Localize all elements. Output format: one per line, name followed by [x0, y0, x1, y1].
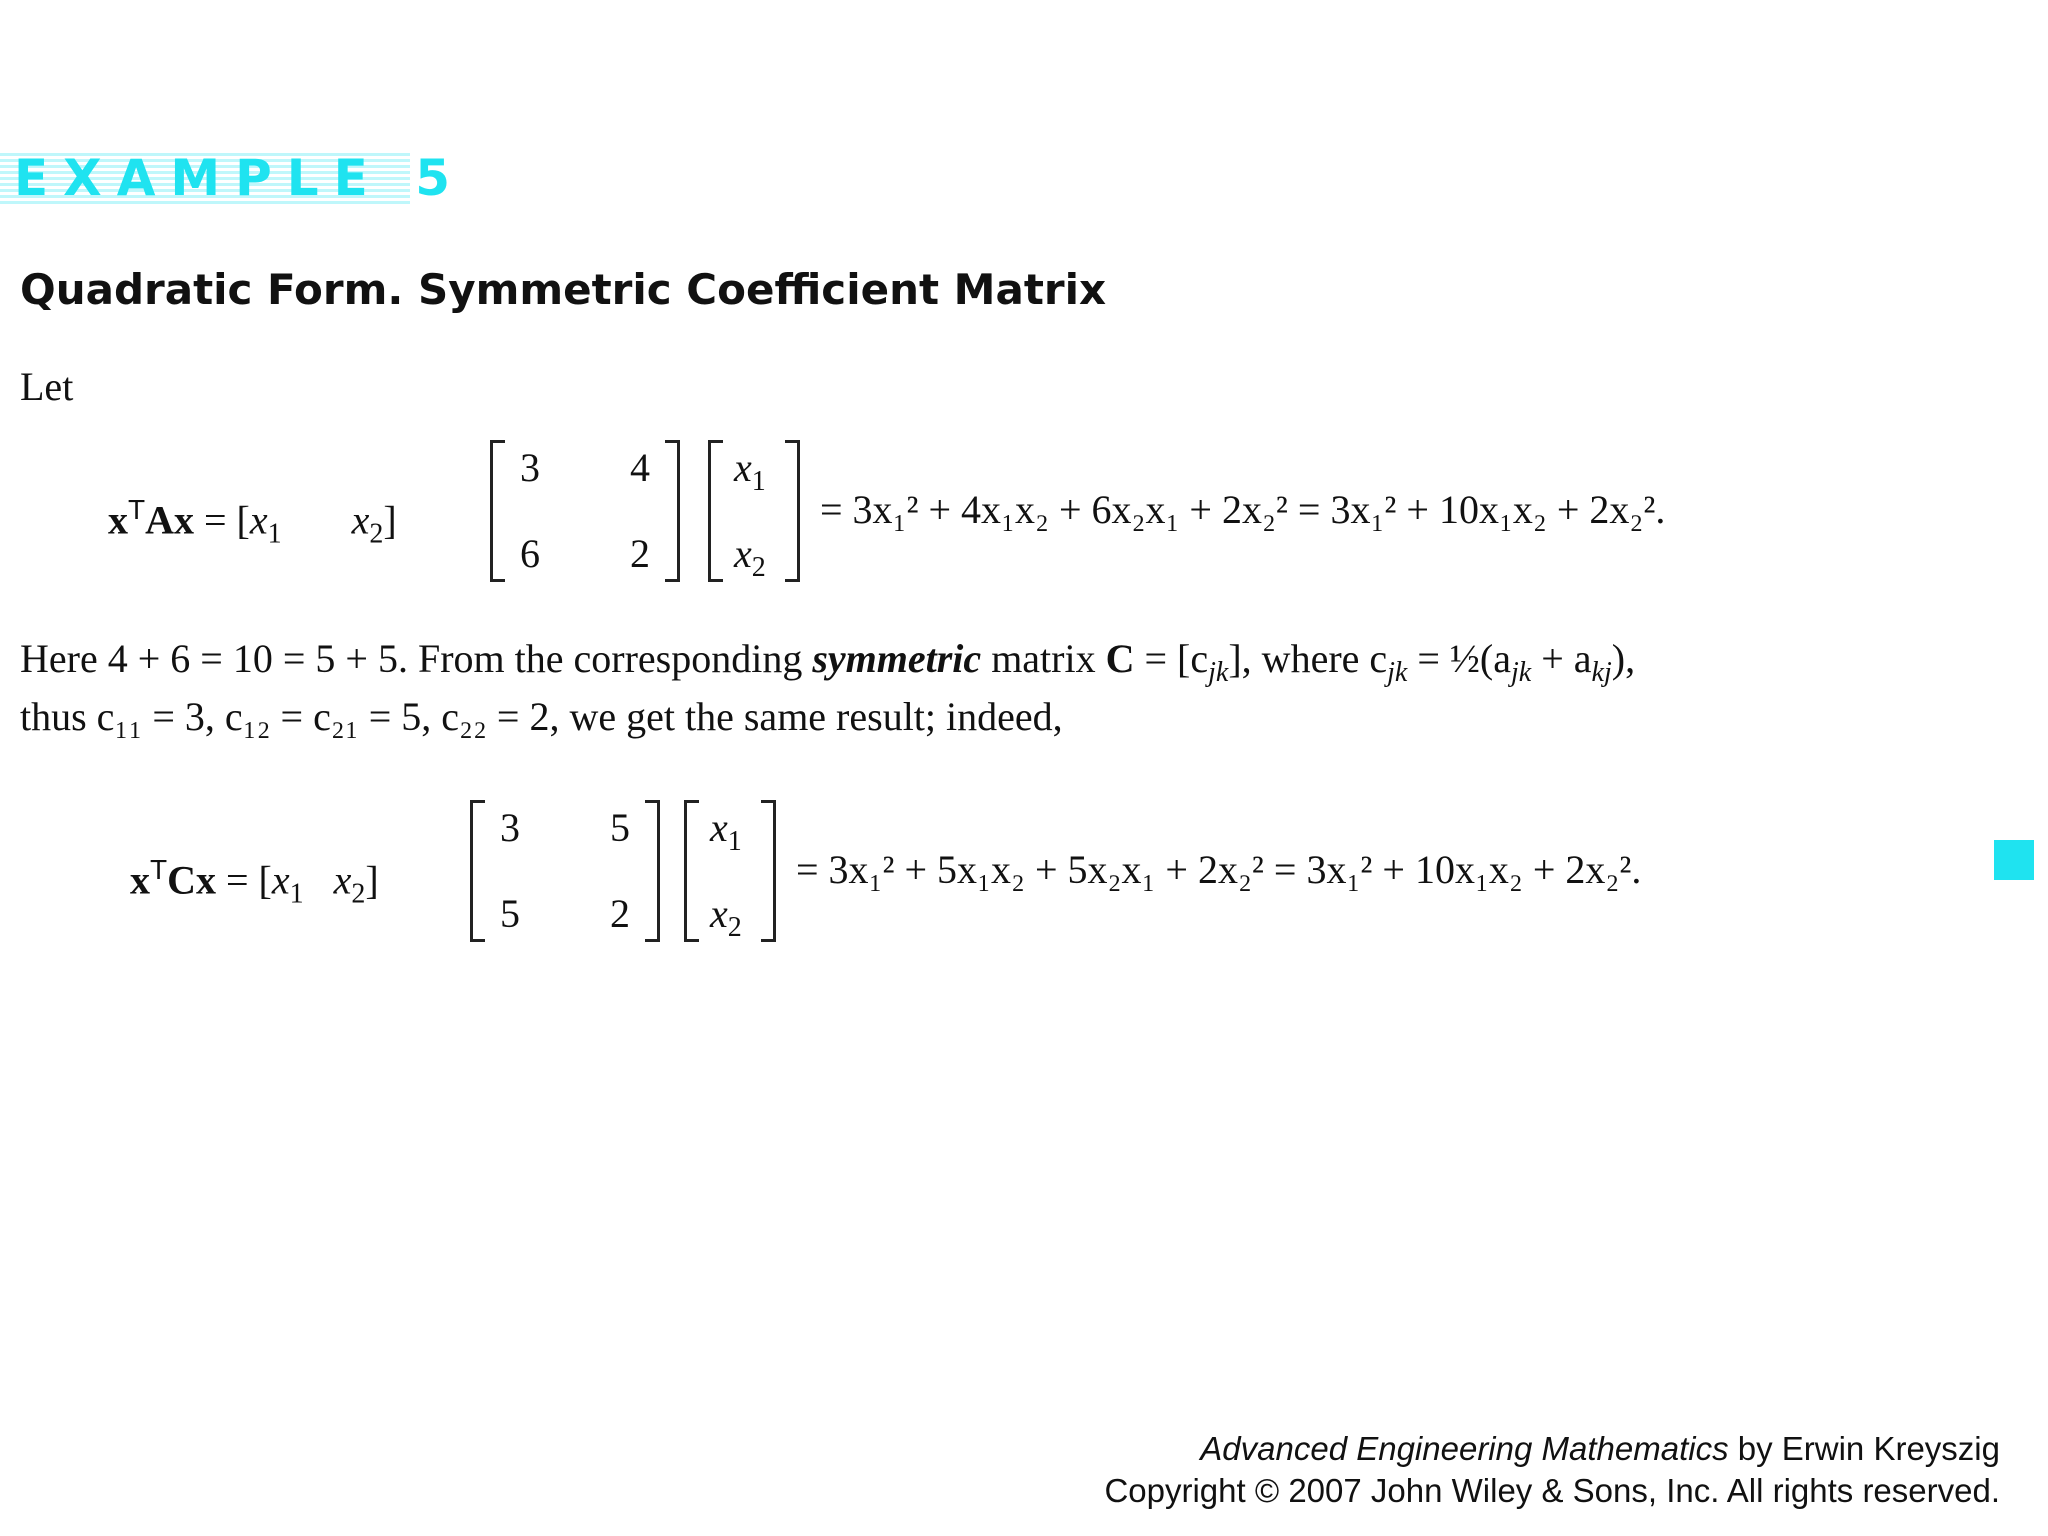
- paragraph-text: ),: [1611, 636, 1636, 681]
- eq2-vector-x: x: [130, 857, 150, 903]
- footer-book-line: [1104, 1428, 2000, 1470]
- matrix-A-cell: 4: [630, 445, 650, 490]
- matrix-A: [490, 440, 680, 582]
- paragraph-text: + a: [1531, 636, 1592, 681]
- paragraph-text: matrix: [981, 636, 1106, 681]
- equation2-lhs: $x^TCx = [x_1$ $x_2$]: [130, 854, 379, 910]
- section-title: Quadratic Form. Symmetric Coefficient Matrix: [20, 265, 1107, 314]
- matrix-C: [470, 800, 660, 942]
- footer-copyright-line: Copyright © 2007 John Wiley & Sons, Inc. All rights reserved.: [1104, 1472, 2000, 1509]
- matrix-C-cell: 5: [500, 891, 520, 936]
- paragraph-line2: thus c₁₁ = 3, c₁₂ = c₂₁ = 5, c₂₂ = 2, we get the same result; indeed,: [20, 694, 1063, 739]
- column-vector-1: [708, 440, 800, 582]
- end-of-example-square: [1994, 840, 2034, 880]
- book-author: by Erwin Kreyszig: [1728, 1430, 2000, 1467]
- emphasis-symmetric: symmetric: [812, 636, 982, 681]
- matrix-A-cell: 3: [520, 445, 540, 490]
- paragraph-text: = [c: [1134, 636, 1209, 681]
- column-vector-2-x2: $x_2$: [710, 891, 742, 943]
- column-vector-2: [684, 800, 776, 942]
- column-vector-1-x1: $x_1$: [734, 445, 766, 497]
- matrix-C-cell: 5: [610, 805, 630, 850]
- column-vector-1-x2: $x_2$: [734, 531, 766, 583]
- book-title: Advanced Engineering Mathematics: [1200, 1430, 1729, 1467]
- matrix-A-cell: 6: [520, 531, 540, 576]
- paragraph-text: Here 4 + 6 = 10 = 5 + 5. From the corresponding: [20, 636, 813, 681]
- eq1-A: A: [145, 497, 174, 543]
- paragraph-line1: Here 4 + 6 = 10 = 5 + 5. From the corresponding symmetric matrix $C = [c_{jk}]$, where $c_{jk}$ = $\frac{1}{2}(a_{jk} + a_{kj})$,: [20, 636, 1636, 688]
- eq2-x: x: [196, 857, 216, 903]
- equation1-lhs: $x^TAx = [x_1$ $x_2$]: [108, 494, 397, 550]
- eq1-vector-x: x: [108, 497, 128, 543]
- matrix-A-cell: 2: [630, 531, 650, 576]
- matrix-C-cell: 2: [610, 891, 630, 936]
- column-vector-2-x1: $x_1$: [710, 805, 742, 857]
- example-label: EXAMPLE 5: [14, 149, 466, 207]
- eq2-transpose: T: [150, 854, 168, 885]
- eq1-x: x: [174, 497, 194, 543]
- matrix-C-symbol: C: [1105, 636, 1135, 681]
- paragraph-text: ], where c: [1228, 636, 1388, 681]
- eq2-C: C: [167, 857, 196, 903]
- paragraph-text: = ½(a: [1407, 636, 1512, 681]
- equation1-rhs: = 3x₁² + 4x₁x₂ + 6x₂x₁ + 2x₂² = 3x₁² + 10x₁x₂ + 2x₂².: [820, 487, 1666, 532]
- equation2-rhs: = 3x₁² + 5x₁x₂ + 5x₂x₁ + 2x₂² = 3x₁² + 10x₁x₂ + 2x₂².: [796, 847, 1642, 892]
- eq1-transpose: T: [128, 494, 146, 525]
- copyright-footer: [1104, 1428, 2000, 1512]
- intro-text: Let: [20, 364, 74, 409]
- matrix-C-cell: 3: [500, 805, 520, 850]
